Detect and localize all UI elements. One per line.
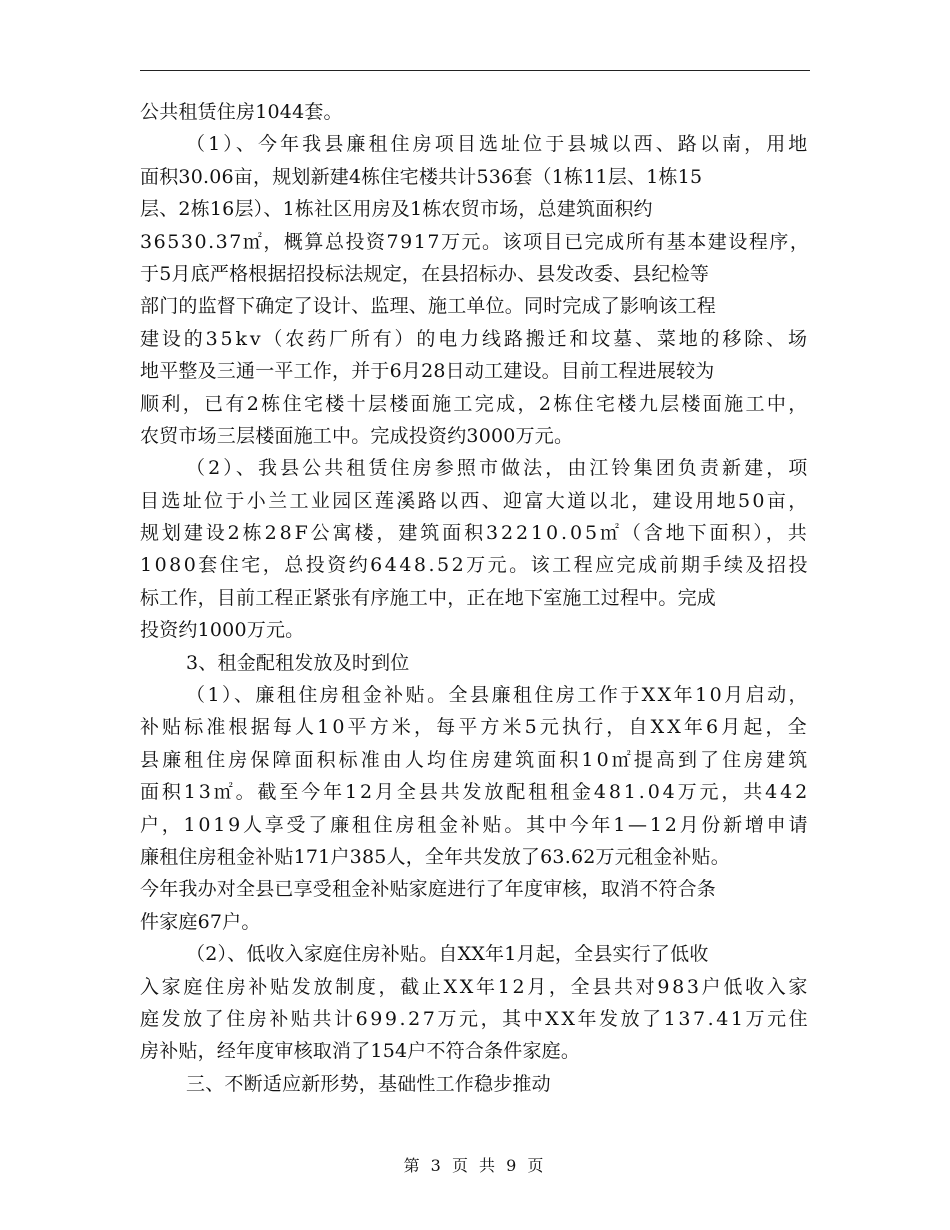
text-line: 建设的35kv（农药厂所有）的电力线路搬迁和坟墓、菜地的移除、场 [140, 327, 810, 350]
text-line: 庭发放了住房补贴共计699.27万元，其中XX年发放了137.41万元住 [140, 1007, 811, 1030]
text-line: （2）、低收入家庭住房补贴。自XX年1月起，全县实行了低收 [186, 943, 709, 966]
text-line: 房补贴，经年度审核取消了154户不符合条件家庭。 [140, 1040, 581, 1063]
text-line: 廉租住房租金补贴171户385人，全年共发放了63.62万元租金补贴。 [140, 845, 730, 868]
text-line: 于5月底严格根据招投标法规定，在县招标办、县发改委、县纪检等 [140, 262, 710, 285]
text-line: 面积30.06亩，规划新建4栋住宅楼共计536套（1栋11层、1栋15 [140, 165, 703, 188]
text-line: 层、2栋16层）、1栋社区用房及1栋农贸市场，总建筑面积约 [140, 198, 653, 221]
text-line: 入家庭住房补贴发放制度，截止XX年12月，全县共对983户低收入家 [140, 975, 811, 998]
text-line: 补贴标准根据每人10平方米，每平方米5元执行，自XX年6月起，全 [140, 716, 810, 739]
header-rule [140, 70, 810, 71]
text-line: 标工作，目前工程正紧张有序施工中，正在地下室施工过程中。完成 [140, 586, 717, 609]
text-line: 目选址位于小兰工业园区莲溪路以西、迎富大道以北，建设用地50亩， [140, 489, 810, 512]
text-line: 户，1019人享受了廉租住房租金补贴。其中今年1—12月份新增申请 [140, 813, 811, 836]
text-line: 面积13㎡。截至今年12月全县共发放配租租金481.04万元，共442 [140, 781, 811, 804]
text-line: （1）、今年我县廉租住房项目选址位于县城以西、路以南，用地 [186, 133, 811, 156]
text-line: 三、不断适应新形势，基础性工作稳步推动 [186, 1072, 551, 1095]
text-line: 顺利，已有2栋住宅楼十层楼面施工完成，2栋住宅楼九层楼面施工中， [140, 392, 810, 415]
page-footer: 第 3 页 共 9 页 [403, 1156, 547, 1175]
text-line: （2）、我县公共租赁住房参照市做法，由江铃集团负责新建，项 [186, 457, 811, 480]
text-line: 县廉租住房保障面积标准由人均住房建筑面积10㎡提高到了住房建筑 [140, 748, 811, 771]
document-body [140, 96, 812, 1100]
text-line: 今年我办对全县已享受租金补贴家庭进行了年度审核，取消不符合条 [140, 878, 717, 901]
text-line: 36530.37㎡，概算总投资7917万元。该项目已完成所有基本建设程序， [140, 230, 811, 253]
text-line: （1）、廉租住房租金补贴。全县廉租住房工作于XX年10月启动， [186, 684, 811, 707]
text-line: 规划建设2栋28F公寓楼，建筑面积32210.05㎡（含地下面积），共 [140, 522, 810, 545]
text-line: 投资约1000万元。 [140, 619, 305, 642]
text-line: 地平整及三通一平工作，并于6月28日动工建设。目前工程进展较为 [140, 360, 715, 383]
text-line: 农贸市场三层楼面施工中。完成投资约3000万元。 [140, 424, 574, 447]
text-line: 件家庭67户。 [140, 910, 261, 933]
text-line: 1080套住宅，总投资约6448.52万元。该工程应完成前期手续及招投 [140, 554, 810, 577]
text-line: 部门的监督下确定了设计、监理、施工单位。同时完成了影响该工程 [140, 295, 717, 318]
text-line: 公共租赁住房1044套。 [140, 101, 343, 123]
text-line: 3、租金配租发放及时到位 [186, 651, 410, 674]
